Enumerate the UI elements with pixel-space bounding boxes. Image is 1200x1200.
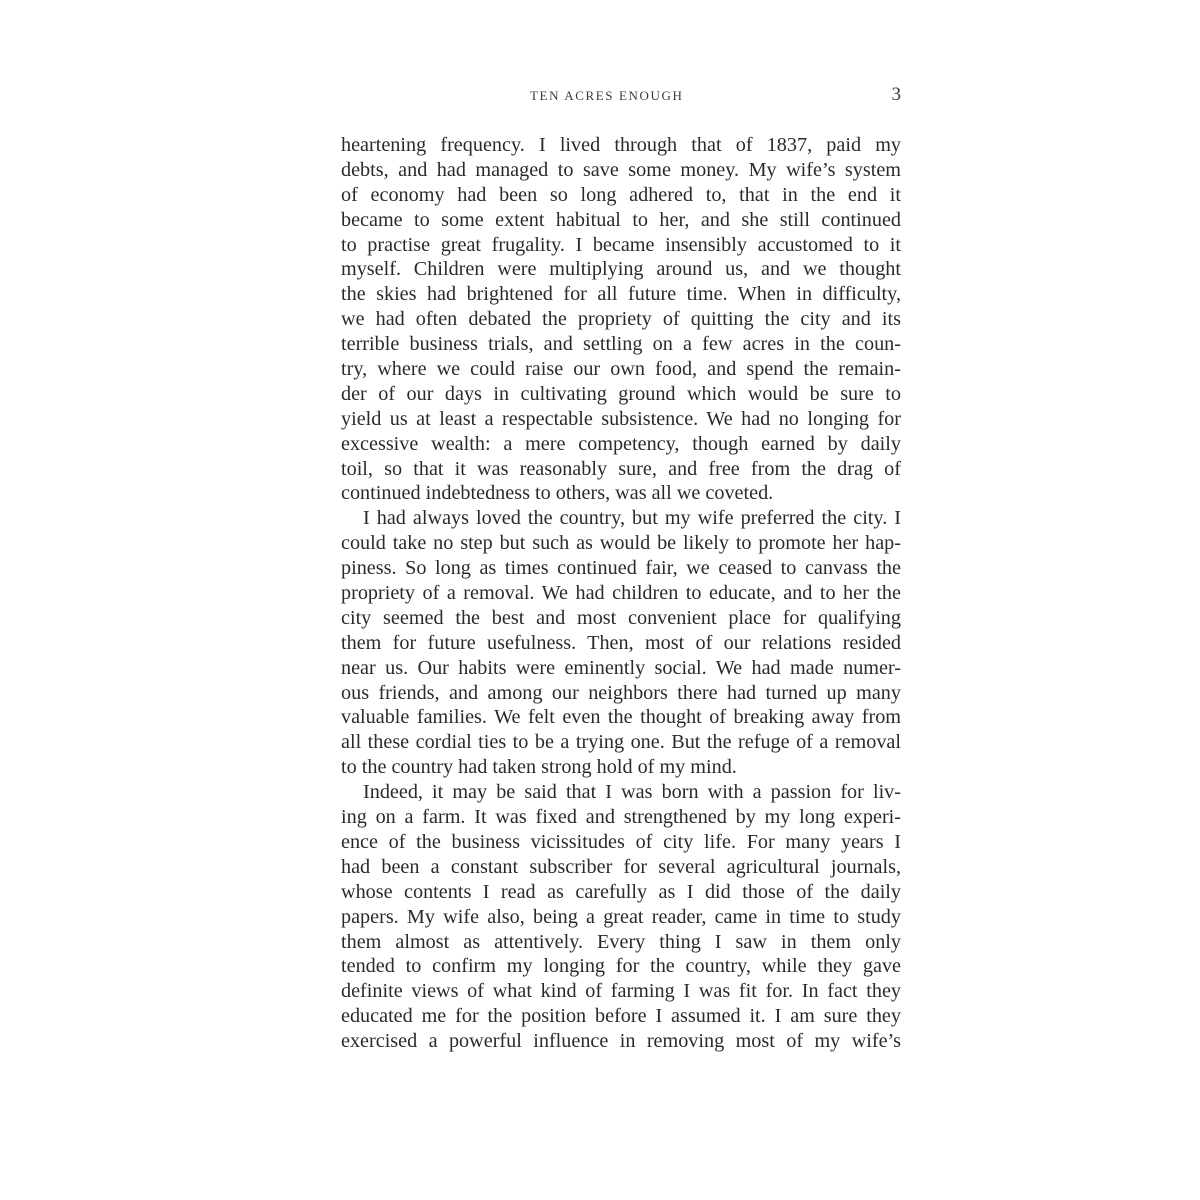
running-title: TEN ACRES ENOUGH (530, 88, 684, 103)
text-line: ence of the business vicissitudes of city life. For many years I (341, 830, 901, 853)
text-line: tended to confirm my longing for the country, while they gave (341, 955, 901, 978)
book-page (341, 84, 901, 1054)
paragraph (341, 780, 901, 1054)
text-line: debts, and had managed to save some money. My wife’s system (341, 158, 901, 181)
text-line: der of our days in cultivating ground which would be sure to (341, 382, 901, 405)
text-line: city seemed the best and most convenient place for qualifying (341, 606, 901, 629)
text-line: to practise great frugality. I became insensibly accustomed to it (341, 233, 901, 256)
paragraph (341, 133, 901, 506)
text-line: them for future usefulness. Then, most of our relations resided (341, 631, 901, 654)
page-number: 3 (891, 84, 901, 105)
text-line: exercised a powerful influence in removing most of my wife’s (341, 1030, 901, 1053)
text-line: heartening frequency. I lived through that of 1837, paid my (341, 134, 901, 156)
text-line: the skies had brightened for all future time. When in difficulty, (341, 283, 901, 306)
text-line: all these cordial ties to be a trying one. But the refuge of a removal (341, 731, 901, 754)
text-line: papers. My wife also, being a great reader, came in time to study (341, 905, 901, 928)
text-line: valuable families. We felt even the thought of breaking away from (341, 706, 901, 729)
text-line: we had often debated the propriety of quitting the city and its (341, 308, 901, 331)
text-line: to the country had taken strong hold of my mind. (341, 756, 737, 779)
text-line: continued indebtedness to others, was all we coveted. (341, 482, 774, 505)
text-line: excessive wealth: a mere competency, though earned by daily (341, 432, 901, 455)
text-line: of economy had been so long adhered to, that in the end it (341, 183, 901, 206)
paragraph (341, 506, 901, 780)
text-line: piness. So long as times continued fair, we ceased to canvass the (341, 557, 901, 580)
text-line: them almost as attentively. Every thing I saw in them only (341, 930, 901, 953)
text-line: terrible business trials, and settling on a few acres in the coun- (341, 333, 901, 356)
text-line: definite views of what kind of farming I was fit for. In fact they (341, 980, 901, 1003)
text-line: Indeed, it may be said that I was born with a passion for liv- (363, 781, 901, 804)
text-line: near us. Our habits were eminently social. We had made numer- (341, 656, 901, 679)
running-head (341, 84, 901, 112)
text-line: yield us at least a respectable subsistence. We had no longing for (341, 407, 901, 430)
text-line: myself. Children were multiplying around us, and we thought (341, 258, 901, 281)
text-line: ous friends, and among our neighbors there had turned up many (341, 681, 901, 704)
text-line: educated me for the position before I assumed it. I am sure they (341, 1005, 901, 1028)
text-line: had been a constant subscriber for several agricultural journals, (341, 855, 901, 878)
text-line: could take no step but such as would be likely to promote her hap- (341, 532, 901, 555)
text-line: whose contents I read as carefully as I did those of the daily (341, 880, 901, 903)
text-line: ing on a farm. It was fixed and strengthened by my long experi- (341, 806, 901, 829)
text-line: try, where we could raise our own food, and spend the remain- (341, 358, 901, 381)
text-line: I had always loved the country, but my wife preferred the city. I (363, 507, 901, 530)
text-line: propriety of a removal. We had children to educate, and to her the (341, 582, 901, 605)
body-text (341, 133, 901, 1054)
text-line: toil, so that it was reasonably sure, and free from the drag of (341, 457, 901, 480)
text-line: became to some extent habitual to her, and she still continued (341, 208, 901, 231)
